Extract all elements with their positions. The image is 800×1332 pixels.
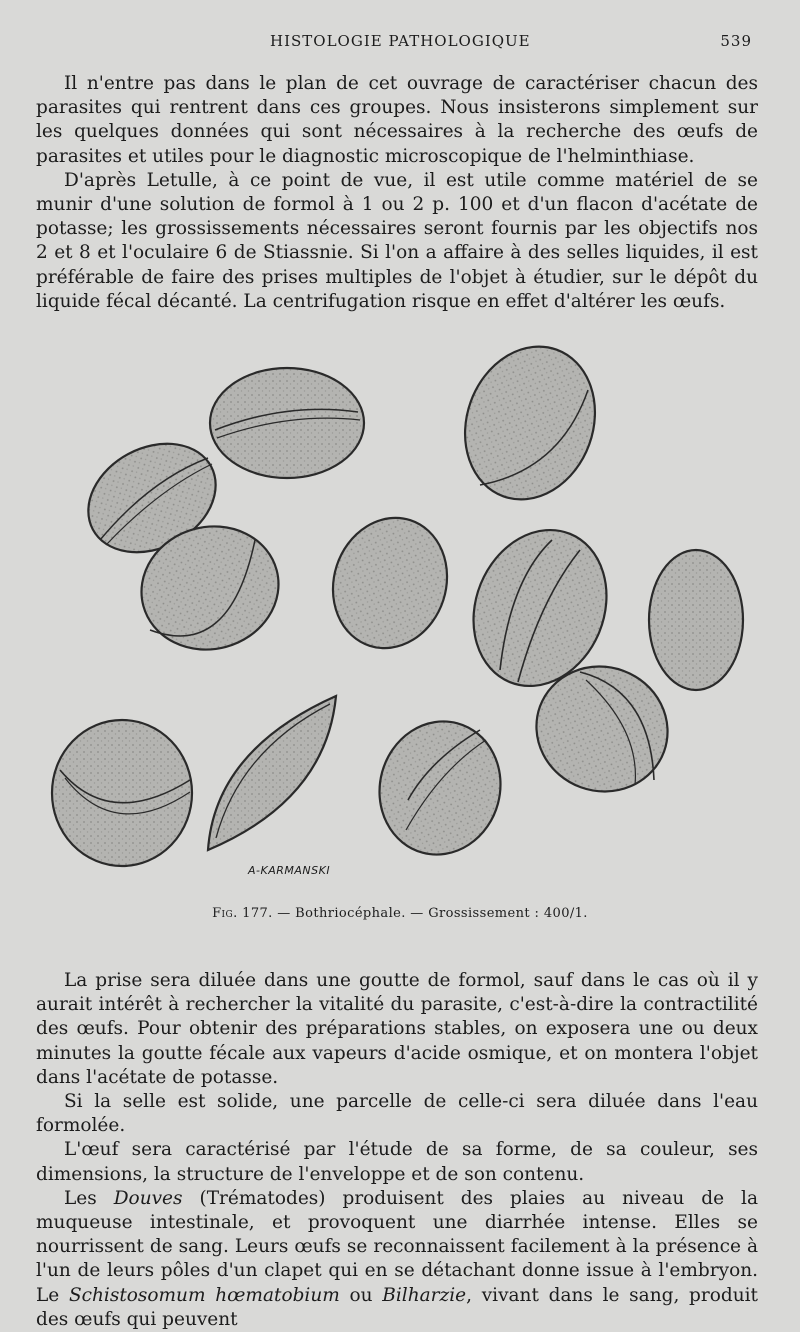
paragraph: Si la selle est solide, une parcelle de celle-ci sera diluée dans l'eau formolée.: [36, 1091, 758, 1137]
paragraph-douves: [36, 1187, 758, 1332]
egg-7: [649, 550, 743, 690]
egg-9: [52, 720, 192, 866]
figure-caption: [0, 906, 800, 921]
figure-caption-text: — Bothriocéphale. — Grossissement : 400/1.: [277, 906, 588, 921]
running-head: [0, 32, 800, 54]
text-span: (Trématodes) produisent des plaies au niveau de la muqueuse intestinale, et provoquent une diarrhée intense. Elles se nourrissent de sang. Leurs œufs se reconnaissent facilement à la présence à l'un de leurs pôles d'un clapet qui en se détachant donne issue à l'embryon. Le: [36, 1187, 758, 1306]
text-span: Les: [64, 1187, 114, 1209]
figure-177: [40, 330, 770, 895]
egg-11: [365, 708, 516, 868]
page-number: 539: [720, 32, 752, 50]
text-block-top: [36, 72, 758, 314]
running-head-title: HISTOLOGIE PATHOLOGIQUE: [270, 32, 531, 50]
paragraph: Il n'entre pas dans le plan de cet ouvrage de caractériser chacun des parasites qui rentrent dans ces groupes. Nous insisterons simplement sur les quelques données qui sont nécessaires à la recherche des œufs de parasites et utiles pour le diagnostic microscopique de l'helminthiase.: [36, 73, 758, 167]
term-schistosomum: Schistosomum hœmatobium: [68, 1284, 340, 1306]
illustrator-signature: A-KARMANSKI: [248, 864, 331, 877]
egg-1: [210, 368, 364, 478]
term-bilharzie: Bilharzie: [382, 1284, 467, 1306]
text-block-bottom: [36, 969, 758, 1332]
egg-2: [444, 330, 616, 518]
text-span: ou: [339, 1284, 383, 1306]
text-span: , vivant dans le sang, produit des œufs qui peuvent: [36, 1284, 758, 1330]
egg-5: [316, 503, 463, 663]
figure-label: Fig. 177.: [212, 906, 273, 921]
term-douves: Douves: [113, 1187, 183, 1209]
paragraph: La prise sera diluée dans une goutte de formol, sauf dans le cas où il y aurait intérêt à rechercher la vitalité du parasite, c'est-à-dire la contractilité des œufs. Pour obtenir des préparations stables, on exposera une ou deux minutes la goutte fécale aux vapeurs d'acide osmique, et on montera l'objet dans l'acétate de potasse.: [36, 970, 758, 1088]
egg-10: [208, 696, 336, 850]
paragraph: D'après Letulle, à ce point de vue, il est utile comme matériel de se munir d'une solution de formol à 1 ou 2 p. 100 et d'un flacon d'acétate de potasse; les grossissements nécessaires seront fournis par les objectifs nos 2 et 8 et l'oculaire 6 de Stiassnie. Si l'on a affaire à des selles liquides, il est préférable de faire des prises multiples de l'objet à étudier, sur le dépôt du liquide fécal décanté. La centrifugation risque en effet d'altérer les œufs.: [36, 169, 758, 312]
paragraph: L'œuf sera caractérisé par l'étude de sa forme, de sa couleur, ses dimensions, la structure de l'enveloppe et de son contenu.: [36, 1139, 758, 1185]
parasite-eggs-illustration: [40, 330, 770, 895]
